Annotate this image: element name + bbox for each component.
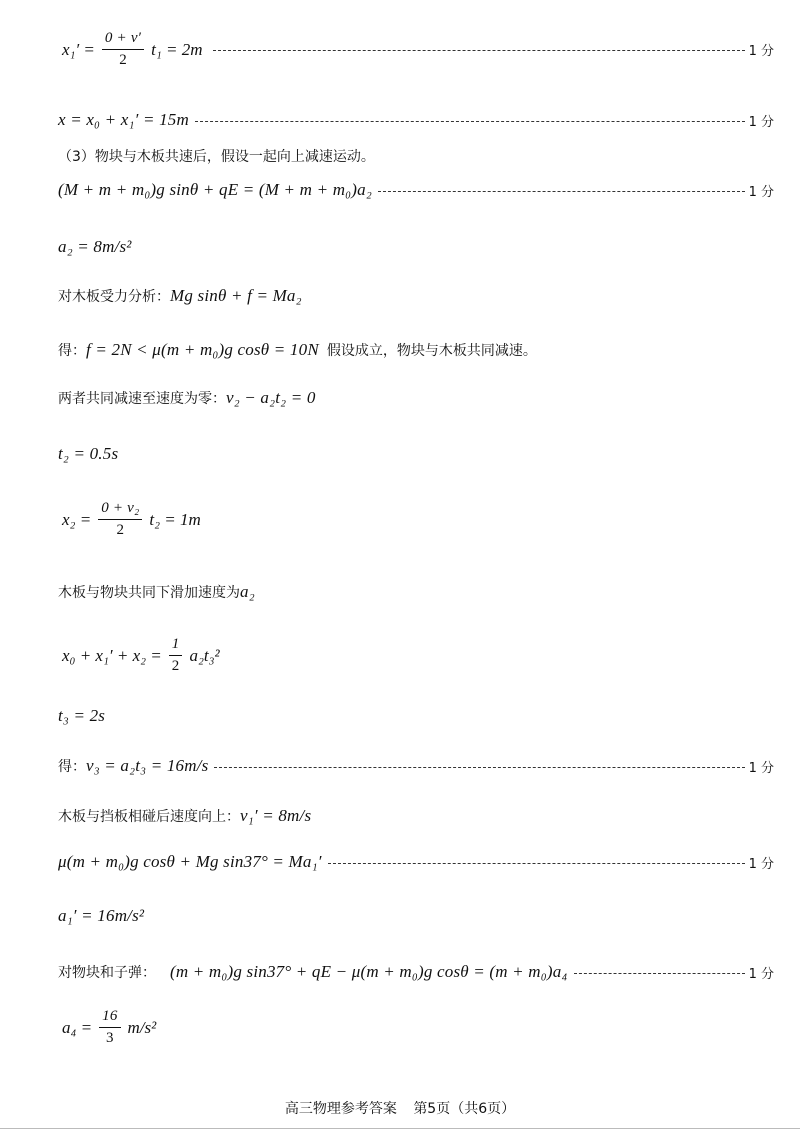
dashed-leader: [378, 191, 745, 192]
equation-lhs: a₄ =: [62, 1017, 93, 1037]
answer-line-10: [58, 500, 774, 539]
text-conclusion: 假设成立，物块与木板共同减速。: [326, 343, 537, 359]
fraction: [98, 500, 142, 539]
equation-rhs: t₁ = 2m: [151, 39, 203, 59]
equation: x = x₀ + x₁′ = 15m: [58, 110, 189, 129]
score-label: 1 分: [748, 760, 774, 776]
equation-lhs: x₀ + x₁′ + x₂ =: [62, 645, 162, 665]
answer-line-8: [58, 388, 774, 408]
text-label: 木板与物块共同下滑加速度为: [58, 585, 240, 601]
equation-lhs: x₁′ =: [62, 39, 95, 59]
answer-line-5: [58, 237, 774, 257]
fraction: [169, 636, 183, 675]
fraction-denominator: 3: [105, 1030, 114, 1046]
equation: a₁′ = 16m/s²: [58, 906, 145, 925]
answer-line-15: [58, 806, 774, 826]
score-label: 1 分: [748, 856, 774, 872]
text-label: 对物块和子弹：: [58, 965, 156, 981]
fraction-denominator: 2: [116, 522, 125, 538]
answer-line-19: [58, 1008, 774, 1047]
equation-rhs: m/s²: [127, 1017, 157, 1037]
answer-line-2: [58, 110, 774, 130]
footer-title: 高三物理参考答案: [284, 1101, 397, 1117]
fraction-denominator: 2: [119, 52, 127, 68]
answer-line-11: [58, 582, 774, 602]
equation: μ(m + m₀)g cosθ + Mg sin37° = Ma₁′: [58, 852, 322, 871]
answer-line-14: [58, 756, 774, 776]
answer-line-6: [58, 286, 774, 306]
fraction-numerator: 1: [169, 636, 183, 656]
answer-line-1: [58, 30, 774, 69]
text-label: 对木板受力分析：: [58, 289, 170, 305]
equation: t₂ = 0.5s: [58, 444, 119, 463]
equation: (M + m + m₀)g sinθ + qE = (M + m + m₀)a₂: [58, 180, 372, 199]
dashed-leader: [328, 863, 745, 864]
score-label: 1 分: [748, 184, 774, 200]
fraction-denominator: 2: [171, 658, 180, 674]
equation: f = 2N < μ(m + m₀)g cosθ = 10N: [86, 340, 319, 359]
text-label: 木板与挡板相碰后速度向上：: [58, 809, 240, 825]
answer-line-12: [58, 636, 774, 675]
fraction-numerator: 16: [99, 1008, 120, 1028]
dashed-leader: [195, 121, 745, 122]
text-label: 两者共同减速至速度为零：: [58, 391, 226, 407]
equation: v₁′ = 8m/s: [240, 806, 312, 825]
dashed-leader: [574, 973, 745, 974]
answer-line-18: [58, 962, 774, 982]
answer-line-13: [58, 706, 774, 726]
answer-line-3: [58, 146, 774, 166]
answer-line-9: [58, 444, 774, 464]
equation: (m + m₀)g sin37° + qE − μ(m + m₀)g cosθ = (m + m₀)a₄: [170, 962, 568, 981]
fraction-numerator: 0 + v₂: [98, 500, 142, 520]
score-label: 1 分: [748, 44, 774, 59]
text-label: 得：: [58, 343, 86, 359]
footer-page-number: 第5页（共6页）: [413, 1101, 516, 1117]
fraction: [102, 30, 144, 69]
answer-line-4: [58, 180, 774, 200]
equation: v₃ = a₂t₃ = 16m/s: [86, 756, 209, 775]
fraction-numerator: 0 + v′: [102, 30, 144, 50]
dashed-leader: [213, 50, 745, 51]
score-label: 1 分: [748, 114, 774, 130]
footer-divider: [0, 1128, 800, 1129]
equation: v₂ − a₂t₂ = 0: [226, 388, 316, 407]
dashed-leader: [214, 767, 744, 768]
answer-line-17: [58, 906, 774, 926]
equation-lhs: x₂ =: [62, 509, 92, 529]
text-label: 得：: [58, 759, 86, 775]
answer-line-7: [58, 340, 774, 360]
equation: Mg sinθ + f = Ma₂: [170, 286, 302, 305]
equation: a₂: [240, 582, 255, 601]
score-label: 1 分: [748, 966, 774, 982]
equation-rhs: a₂t₃²: [189, 645, 220, 665]
equation: t₃ = 2s: [58, 706, 106, 725]
page-footer: [0, 1098, 800, 1118]
section-heading: （3）物块与木板共速后，假设一起向上减速运动。: [58, 149, 375, 165]
equation-rhs: t₂ = 1m: [149, 509, 201, 529]
equation: a₂ = 8m/s²: [58, 237, 132, 256]
fraction: [99, 1008, 120, 1047]
answer-line-16: [58, 852, 774, 872]
